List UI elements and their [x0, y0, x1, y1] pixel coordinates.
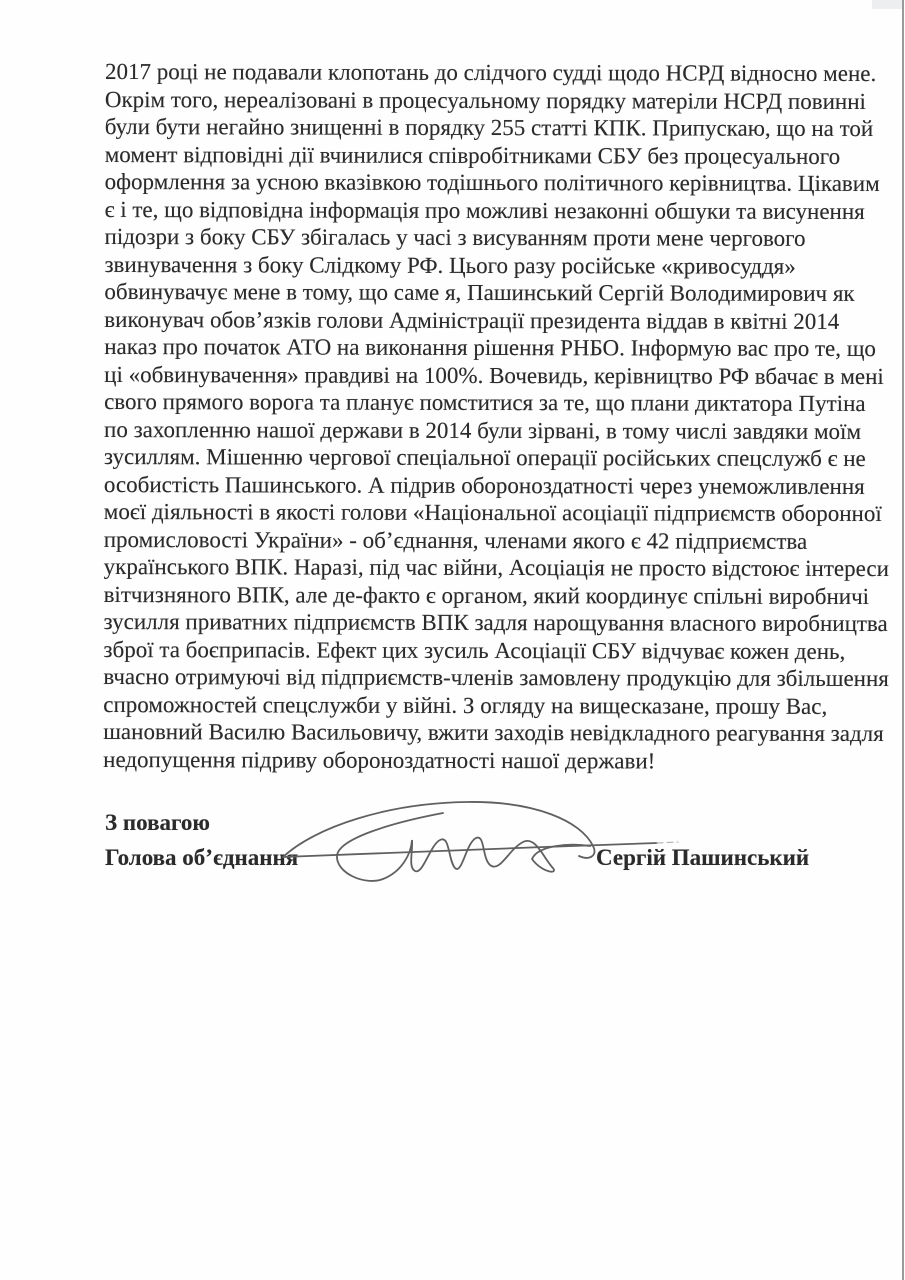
closing-salutation: З повагою	[105, 810, 210, 835]
text-line: українського ВПК. Наразі, під час війни, Асоціація не просто відстоює інтереси	[103, 553, 889, 582]
text-line: були бути негайно знищенні в порядку 255 статті КПК. Припускаю, що на той	[104, 113, 874, 142]
text-line: особистість Пашинського. А підрив обороноздатності через унеможливлення	[103, 471, 865, 499]
text-line: звинувачення з боку Слідкому РФ. Цього разу російське «кривосуддя»	[104, 251, 796, 279]
text-line: вітчизняного ВПК, але де-факто є органом, який координує спільні виробничі	[103, 581, 870, 609]
text-line: моєї діяльності в якості голови «Національної асоціації підприємств оборонної	[103, 498, 882, 527]
letter-body	[103, 58, 889, 775]
handwritten-signature-icon	[280, 795, 680, 910]
text-line: вчасно отримуючі від підприємств-членів замовлену продукцію для збільшення	[103, 663, 889, 692]
scan-edge-line	[902, 0, 904, 1280]
text-line: наказ про початок АТО на виконання рішення РНБО. Інформую вас про те, що	[104, 333, 876, 362]
text-line: по захопленню нашої держави в 2014 були зірвані, в тому числі завдяки моїм	[103, 416, 862, 444]
text-line: шановний Василю Васильовичу, вжити заходів невідкладного реагування задля	[103, 718, 884, 747]
text-line: свого прямого ворога та планує помститися за те, що плани диктатора Путіна	[104, 388, 866, 416]
text-line: зброї та боєприпасів. Ефект цих зусиль Асоціації СБУ відчуває кожен день,	[103, 636, 846, 664]
text-line: підозри з боку СБУ збігалась у часі з висуванням проти мене чергового	[104, 223, 806, 251]
text-line: Окрім того, нереалізовані в процесуальному порядку матеріли НСРД повинні	[104, 86, 866, 114]
text-line: момент відповідні дії вчинилися співробітниками СБУ без процесуального	[104, 141, 841, 169]
text-line: є і те, що відповідна інформація про можливі незаконні обшуки та висунення	[104, 196, 865, 224]
text-line: оформлення за усною вказівкою тодішнього політичного керівництва. Цікавим	[104, 168, 880, 197]
scan-smudge	[872, 0, 902, 9]
signer-title: Голова об’єднання	[105, 845, 299, 870]
text-line: промисловості України» - об’єднання, членами якого є 42 підприємства	[103, 526, 808, 554]
text-line: недопущення підриву обороноздатності нашої держави!	[103, 746, 656, 773]
text-line: 2017 році не подавали клопотань до слідчого судді щодо НСРД відносно мене.	[104, 58, 877, 87]
text-line: ці «обвинувачення» правдиві на 100%. Вочевидь, керівництво РФ вбачає в мені	[104, 361, 884, 389]
text-line: зусилля приватних підприємств ВПК задля нарощування власного виробництва	[103, 608, 888, 637]
text-line: виконувач обов’язків голови Адміністрації президента віддав в квітні 2014	[104, 306, 840, 334]
text-line: зусиллям. Мішенню чергової спеціальної операції російських спецслужб є не	[103, 443, 866, 471]
text-line: спроможностей спецслужби у війні. З огляду на вищесказане, прошу Вас,	[103, 691, 828, 719]
signer-name: Сергій Пашинський	[596, 845, 810, 870]
text-line: обвинувачує мене в тому, що саме я, Пашинський Сергій Володимирович як	[104, 278, 855, 306]
